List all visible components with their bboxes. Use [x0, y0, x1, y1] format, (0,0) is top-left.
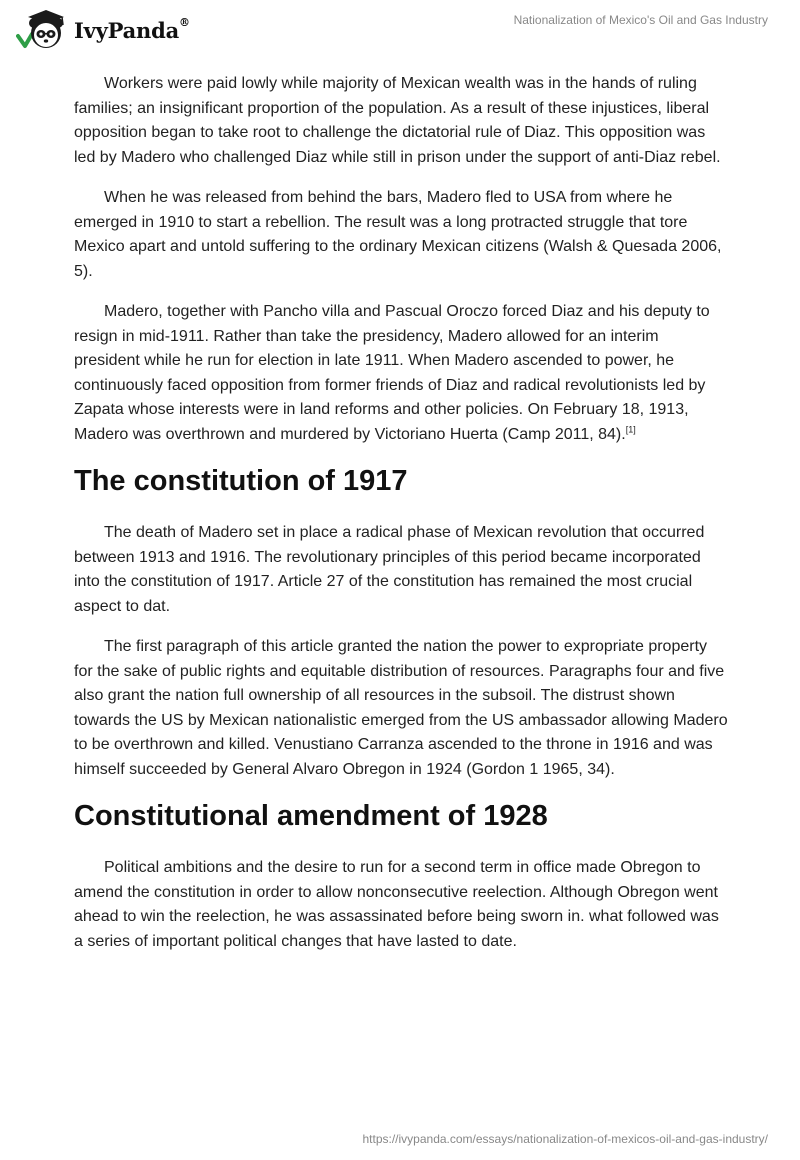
page-header: [0, 0, 800, 60]
paragraph-2: When he was released from behind the bars, Madero fled to USA from where he emerged in 1910 to start a rebellion. The result was a long protracted struggle that tore Mexico apart and untold suffering to the ordinary Mexican citizens (Walsh & Quesada 2006, 5).: [74, 189, 722, 280]
document-title: Nationalization of Mexico's Oil and Gas Industry: [513, 13, 768, 27]
registered-mark: ®: [179, 15, 190, 29]
ivypanda-logo[interactable]: [16, 8, 190, 52]
logo-wordmark: IvyPanda®: [74, 15, 190, 43]
paragraph-5: The first paragraph of this article granted the nation the power to expropriate property for the sake of public rights and equitable distribution of resources. Paragraphs four and five also grant the nation full ownership of all resources in the subsoil. The distrust shown towards the US by Mexican nationalistic emerged from the US ambassador allowing Madero to be overthrown and killed. Venustiano Carranza ascended to the throne in 1916 and was himself succeeded by General Alvaro Obregon in 1924 (Gordon 1 1965, 34).: [74, 638, 728, 778]
footnote-link[interactable]: [1]: [625, 424, 636, 435]
section-heading-constitution-1917: The constitution of 1917: [74, 465, 408, 497]
paragraph-3: [74, 300, 728, 447]
paragraph-1: Workers were paid lowly while majority of Mexican wealth was in the hands of ruling families; an insignificant proportion of the population. As a result of these injustices, liberal opposition began to take root to challenge the dictatorial rule of Diaz. This opposition was led by Madero who challenged Diaz while still in prison under the support of anti-Diaz rebel.: [74, 75, 721, 166]
article-body: [74, 72, 728, 970]
paragraph-4: The death of Madero set in place a radical phase of Mexican revolution that occurred between 1913 and 1916. The revolutionary principles of this period became incorporated into the constitution of 1917. Article 27 of the constitution has remained the most crucial aspect to dat.: [74, 524, 705, 615]
paragraph-3-text: Madero, together with Pancho villa and Pascual Oroczo forced Diaz and his deputy to resign in mid-1911. Rather than take the presidency, Madero allowed for an interim president while he run for election in late 1911. When Madero ascended to power, he continuously faced opposition from former friends of Diaz and radical revolutionists led by Zapata whose interests were in land reforms and other policies. On February 18, 1913, Madero was overthrown and murdered by Victoriano Huerta (Camp 2011, 84).: [74, 303, 710, 443]
panda-graduate-icon: [16, 8, 68, 52]
section-heading-amendment-1928: Constitutional amendment of 1928: [74, 800, 548, 832]
source-url[interactable]: https://ivypanda.com/essays/nationalization-of-mexicos-oil-and-gas-industry/: [362, 1132, 768, 1146]
paragraph-6: Political ambitions and the desire to run for a second term in office made Obregon to amend the constitution in order to allow nonconsecutive reelection. Although Obregon went ahead to win the reelection, he was assassinated before being sworn in. what followed was a series of important political changes that have lasted to date.: [74, 859, 719, 950]
